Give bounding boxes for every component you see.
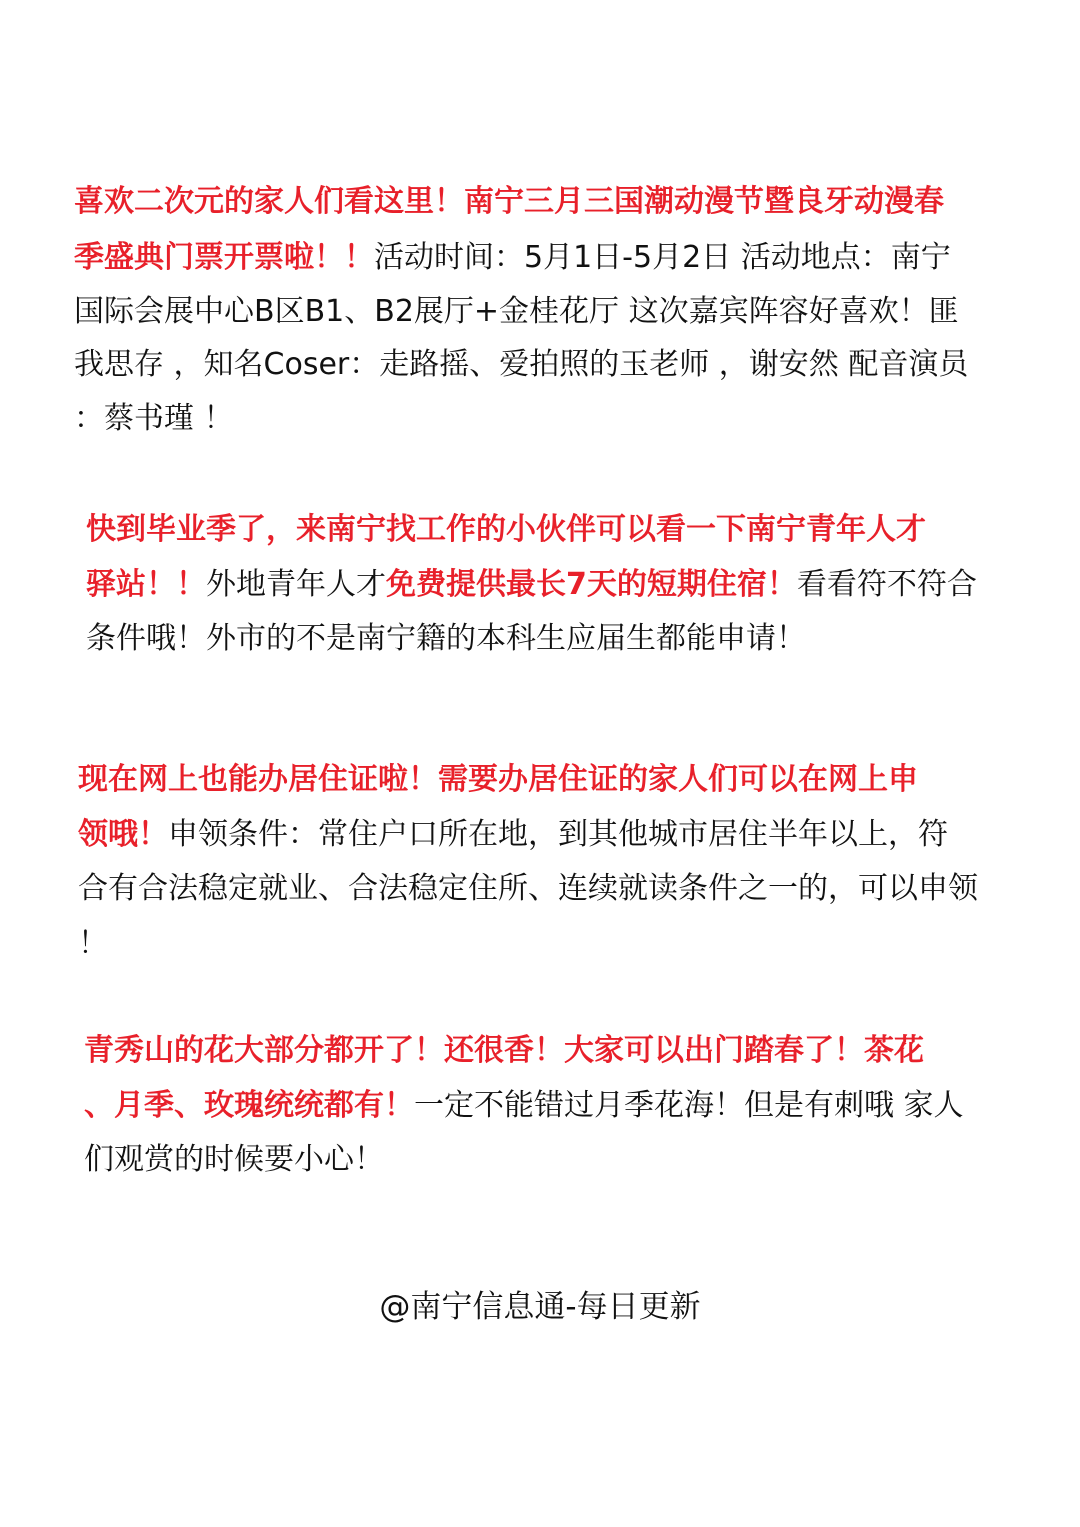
body-text: 一定不能错过月季花海！但是有刺哦 家人: [414, 1088, 964, 1123]
footer-signature: @南宁信息通-每日更新: [379, 1289, 701, 1325]
body-text: 活动时间：5月1日-5月2日 活动地点：南宁: [374, 240, 951, 275]
body-text: 外地青年人才: [206, 567, 386, 602]
paragraph-4-line-2: [84, 1086, 964, 1126]
paragraph-1-line-1: [74, 182, 944, 222]
body-text: 我思存 ，知名Coser：走路摇、爱拍照的玉老师 ，谢安然 配音演员: [74, 347, 969, 382]
body-text: ：蔡书瑾 ！: [74, 401, 234, 436]
body-text: 国际会展中心B区B1、B2展厅+金桂花厅 这次嘉宾阵容好喜欢！匪: [74, 294, 959, 329]
paragraph-2-line-2: [86, 565, 977, 605]
paragraph-1-line-2: [74, 238, 951, 278]
body-text: 申领条件：常住户口所在地，到其他城市居住半年以上，符: [168, 817, 948, 852]
paragraph-3-line-4: [78, 924, 108, 964]
paragraph-4-line-1: [84, 1031, 924, 1071]
paragraph-2-line-3: [86, 619, 806, 659]
paragraph-2-line-1: [86, 510, 926, 550]
body-text: 条件哦！外市的不是南宁籍的本科生应届生都能申请！: [86, 621, 806, 656]
paragraph-1-line-5: [74, 399, 234, 439]
body-text: ！: [78, 926, 108, 961]
highlighted-text: 季盛典门票开票啦！！: [74, 240, 374, 275]
highlighted-text: 、月季、玫瑰统统都有！: [84, 1088, 414, 1123]
paragraph-3-line-3: [78, 869, 978, 909]
paragraph-1-line-3: [74, 292, 959, 332]
highlighted-text: 免费提供最长7天的短期住宿！: [386, 567, 797, 602]
paragraph-3-line-2: [78, 815, 948, 855]
highlighted-text: 快到毕业季了，来南宁找工作的小伙伴可以看一下南宁青年人才: [86, 512, 926, 547]
body-text: 看看符不符合: [796, 567, 977, 602]
highlighted-text: 喜欢二次元的家人们看这里！南宁三月三国潮动漫节暨良牙动漫春: [74, 184, 944, 219]
highlighted-text: 驿站！！: [86, 567, 206, 602]
paragraph-4-line-3: [84, 1140, 384, 1180]
highlighted-text: 青秀山的花大部分都开了！还很香！大家可以出门踏春了！茶花: [84, 1033, 924, 1068]
highlighted-text: 现在网上也能办居住证啦！需要办居住证的家人们可以在网上申: [78, 762, 918, 797]
highlighted-text: 领哦！: [78, 817, 168, 852]
body-text: 们观赏的时候要小心！: [84, 1142, 384, 1177]
body-text: 合有合法稳定就业、合法稳定住所、连续就读条件之一的，可以申领: [78, 871, 978, 906]
paragraph-1-line-4: [74, 345, 968, 385]
paragraph-3-line-1: [78, 760, 918, 800]
